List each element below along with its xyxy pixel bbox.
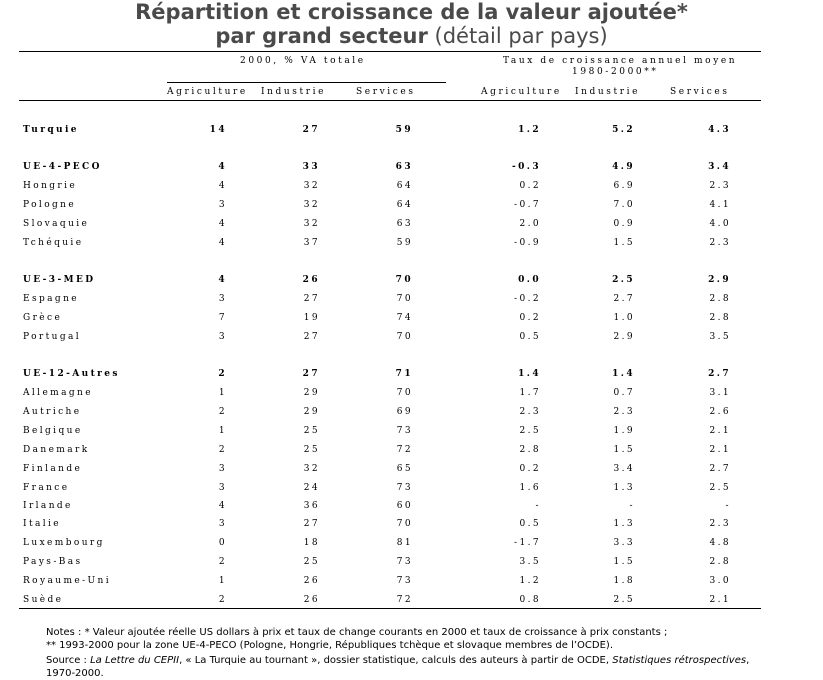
table-cell: 26 — [302, 275, 320, 285]
table-cell: 4 — [218, 162, 227, 172]
table-cell: 3 — [218, 464, 227, 474]
table-cell: 25 — [303, 557, 320, 567]
table-cell: - — [629, 501, 635, 511]
table-cell: 29 — [303, 388, 320, 398]
table-cell: 4.3 — [708, 125, 731, 135]
table-cell: 2.1 — [709, 426, 731, 436]
page-subtitle — [0, 24, 823, 49]
row-label: Pologne — [23, 200, 77, 210]
table-cell: 72 — [396, 445, 413, 455]
table-cell: 2.5 — [519, 426, 541, 436]
table-cell: 4 — [218, 181, 227, 191]
table-cell: 72 — [396, 595, 413, 605]
table-cell: 27 — [302, 125, 320, 135]
table-cell: 1 — [218, 576, 227, 586]
row-label: UE-12-Autres — [23, 369, 120, 379]
row-label: Suède — [23, 595, 64, 605]
table-cell: - — [535, 501, 541, 511]
table-cell: 1.2 — [519, 576, 541, 586]
source-prefix: Source : — [46, 655, 91, 666]
column-header-agriculture-growth: Agriculture — [481, 87, 562, 97]
table-cell: 73 — [396, 557, 413, 567]
row-label: Italie — [23, 519, 62, 529]
table-cell: 3.1 — [709, 388, 731, 398]
table-cell: 73 — [396, 483, 413, 493]
table-cell: 2.3 — [519, 407, 541, 417]
table-cell: - — [725, 501, 731, 511]
table-cell: 2.3 — [709, 238, 731, 248]
table-cell: 3.3 — [613, 538, 635, 548]
row-label: Allemagne — [23, 388, 93, 398]
table-cell: 63 — [396, 219, 413, 229]
column-header-industrie-share: Industrie — [261, 87, 327, 97]
title-line-2-bold: par grand secteur — [215, 24, 428, 48]
table-cell: 4 — [218, 501, 227, 511]
row-label: Slovaquie — [23, 219, 90, 229]
table-cell: 71 — [395, 369, 413, 379]
table-cell: -1.7 — [514, 538, 541, 548]
table-cell: 25 — [303, 445, 320, 455]
table-cell: 1.3 — [613, 519, 635, 529]
table-cell: 2.8 — [519, 445, 541, 455]
table-cell: 3 — [218, 483, 227, 493]
table-cell: 1.5 — [613, 557, 635, 567]
table-cell: 18 — [303, 538, 320, 548]
table-cell: 3.5 — [519, 557, 541, 567]
table-cell: 4.1 — [709, 200, 731, 210]
column-header-industrie-growth: Industrie — [575, 87, 641, 97]
table-cell: 4 — [218, 238, 227, 248]
table-cell: 32 — [303, 200, 320, 210]
table-cell: 0.7 — [613, 388, 635, 398]
table-cell: 70 — [396, 519, 413, 529]
table-cell: 70 — [396, 388, 413, 398]
table-cell: 2.9 — [708, 275, 731, 285]
table-cell: 5.2 — [612, 125, 635, 135]
table-cell: 81 — [396, 538, 413, 548]
table-top-rule — [19, 51, 761, 52]
title-line-1: Répartition et croissance de la valeur ajoutée* — [135, 0, 688, 24]
notes-line-4: 1970-2000. — [46, 668, 104, 679]
column-header-agriculture-share: Agriculture — [167, 87, 248, 97]
title-line-2-normal: (détail par pays) — [434, 24, 608, 48]
row-label: France — [23, 483, 70, 493]
table-cell: -0.3 — [512, 162, 541, 172]
table-cell: 2.8 — [709, 294, 731, 304]
table-cell: -0.2 — [514, 294, 541, 304]
table-cell: 1.9 — [613, 426, 635, 436]
table-cell: 59 — [396, 238, 413, 248]
table-cell: 2 — [218, 407, 227, 417]
table-cell: 2.8 — [709, 313, 731, 323]
table-cell: 24 — [303, 483, 320, 493]
table-cell: 0.2 — [519, 181, 541, 191]
source-statistics: Statistiques rétrospectives — [612, 655, 747, 666]
row-label: Royaume-Uni — [23, 576, 112, 586]
table-cell: 2.8 — [709, 557, 731, 567]
table-cell: 70 — [396, 332, 413, 342]
table-cell: 60 — [396, 501, 413, 511]
table-cell: 1.6 — [519, 483, 541, 493]
table-cell: 3 — [218, 519, 227, 529]
table-cell: 36 — [303, 501, 320, 511]
table-cell: 27 — [302, 369, 320, 379]
row-label: Pays-Bas — [23, 557, 83, 567]
table-cell: 1.3 — [613, 483, 635, 493]
table-cell: 2.7 — [613, 294, 635, 304]
row-label: UE-3-MED — [23, 275, 96, 285]
table-cell: 4 — [218, 275, 227, 285]
row-label: Finlande — [23, 464, 83, 474]
table-cell: 0.5 — [519, 519, 541, 529]
table-cell: 0.5 — [519, 332, 541, 342]
table-cell: 1.7 — [519, 388, 541, 398]
table-cell: 2.9 — [613, 332, 635, 342]
table-cell: 3 — [218, 200, 227, 210]
table-cell: 37 — [303, 238, 320, 248]
table-cell: 2.3 — [709, 519, 731, 529]
table-cell: 1.5 — [613, 445, 635, 455]
table-cell: 4 — [218, 219, 227, 229]
table-cell: 27 — [303, 519, 320, 529]
table-cell: 7 — [218, 313, 227, 323]
table-cell: 6.9 — [613, 181, 635, 191]
table-cell: 32 — [303, 181, 320, 191]
source-suffix: , — [746, 655, 750, 666]
table-cell: 65 — [396, 464, 413, 474]
table-cell: 59 — [395, 125, 413, 135]
table-cell: 1.8 — [613, 576, 635, 586]
table-cell: 2.7 — [708, 369, 731, 379]
table-cell: 73 — [396, 426, 413, 436]
table-cell: 2.0 — [519, 219, 541, 229]
table-cell: 32 — [303, 219, 320, 229]
table-cell: 0.8 — [519, 595, 541, 605]
table-cell: 4.8 — [709, 538, 731, 548]
table-cell: 2.7 — [709, 464, 731, 474]
table-cell: 2.5 — [612, 275, 635, 285]
row-label: Luxembourg — [23, 538, 105, 548]
table-cell: 73 — [396, 576, 413, 586]
row-label: Espagne — [23, 294, 79, 304]
table-cell: 27 — [303, 332, 320, 342]
table-cell: 2.1 — [709, 595, 731, 605]
table-cell: 4.0 — [709, 219, 731, 229]
column-header-services-growth: Services — [670, 87, 730, 97]
row-label: UE-4-PECO — [23, 162, 102, 172]
table-cell: 14 — [209, 125, 227, 135]
table-cell: 32 — [303, 464, 320, 474]
group-header-growth-line2: 1980-2000** — [572, 67, 659, 77]
group-header-2000: 2000, % VA totale — [240, 56, 366, 66]
table-bottom-rule — [19, 608, 761, 609]
table-cell: 4.9 — [612, 162, 635, 172]
row-label: Turquie — [23, 125, 79, 135]
table-cell: 3.4 — [613, 464, 635, 474]
table-cell: 1 — [218, 388, 227, 398]
table-cell: 19 — [303, 313, 320, 323]
table-cell: 26 — [303, 576, 320, 586]
table-cell: 0.2 — [519, 313, 541, 323]
source-middle: , « La Turquie au tournant », dossier statistique, calculs des auteurs à partir de OCDE, — [179, 655, 613, 666]
notes-line-1: Notes : * Valeur ajoutée réelle US dollars à prix et taux de change courants en 2000 et taux de croissance à prix constants ; — [46, 627, 668, 638]
table-cell: 1.2 — [518, 125, 541, 135]
table-cell: 1 — [218, 426, 227, 436]
column-header-services-share: Services — [356, 87, 416, 97]
row-label: Irlande — [23, 501, 73, 511]
table-cell: 2.5 — [709, 483, 731, 493]
table-cell: 2 — [218, 369, 227, 379]
notes-line-2: ** 1993-2000 pour la zone UE-4-PECO (Pologne, Hongrie, Républiques tchèque et slovaque membres de l’OCDE). — [46, 640, 614, 651]
table-cell: 74 — [396, 313, 413, 323]
table-cell: 64 — [396, 200, 413, 210]
table-cell: 70 — [395, 275, 413, 285]
table-cell: 2.3 — [709, 181, 731, 191]
table-cell: 29 — [303, 407, 320, 417]
table-cell: 7.0 — [613, 200, 635, 210]
table-cell: 3 — [218, 332, 227, 342]
table-cell: 25 — [303, 426, 320, 436]
table-cell: 2.5 — [613, 595, 635, 605]
table-cell: 2.3 — [613, 407, 635, 417]
table-cell: 3 — [218, 294, 227, 304]
table-cell: 0.9 — [613, 219, 635, 229]
row-label: Tchéquie — [23, 238, 84, 248]
table-cell: 2.6 — [709, 407, 731, 417]
table-cell: 3.4 — [708, 162, 731, 172]
table-cell: -0.9 — [514, 238, 541, 248]
table-cell: 64 — [396, 181, 413, 191]
table-cell: 1.4 — [612, 369, 635, 379]
table-cell: 3.0 — [709, 576, 731, 586]
table-cell: 0 — [218, 538, 227, 548]
source-publication: La Lettre du CEPII — [90, 655, 180, 666]
row-label: Portugal — [23, 332, 82, 342]
group1-underline — [167, 82, 446, 83]
table-cell: 1.0 — [613, 313, 635, 323]
table-cell: 2.1 — [709, 445, 731, 455]
table-cell: 33 — [302, 162, 320, 172]
row-label: Belgique — [23, 426, 83, 436]
table-cell: 27 — [303, 294, 320, 304]
table-cell: 1.5 — [613, 238, 635, 248]
table-cell: 2 — [218, 557, 227, 567]
row-label: Autriche — [23, 407, 82, 417]
header-bottom-rule — [19, 100, 761, 101]
table-cell: 2 — [218, 445, 227, 455]
table-cell: 70 — [396, 294, 413, 304]
group-header-growth-line1: Taux de croissance annuel moyen — [503, 56, 738, 66]
table-cell: 63 — [395, 162, 413, 172]
table-cell: -0.7 — [514, 200, 541, 210]
row-label: Grèce — [23, 313, 63, 323]
row-label: Hongrie — [23, 181, 78, 191]
table-cell: 69 — [396, 407, 413, 417]
table-cell: 3.5 — [709, 332, 731, 342]
page-title — [0, 0, 823, 25]
table-cell: 1.4 — [518, 369, 541, 379]
table-cell: 0.0 — [518, 275, 541, 285]
table-cell: 2 — [218, 595, 227, 605]
table-cell: 26 — [303, 595, 320, 605]
row-label: Danemark — [23, 445, 90, 455]
table-cell: 0.2 — [519, 464, 541, 474]
source-line — [46, 654, 816, 667]
